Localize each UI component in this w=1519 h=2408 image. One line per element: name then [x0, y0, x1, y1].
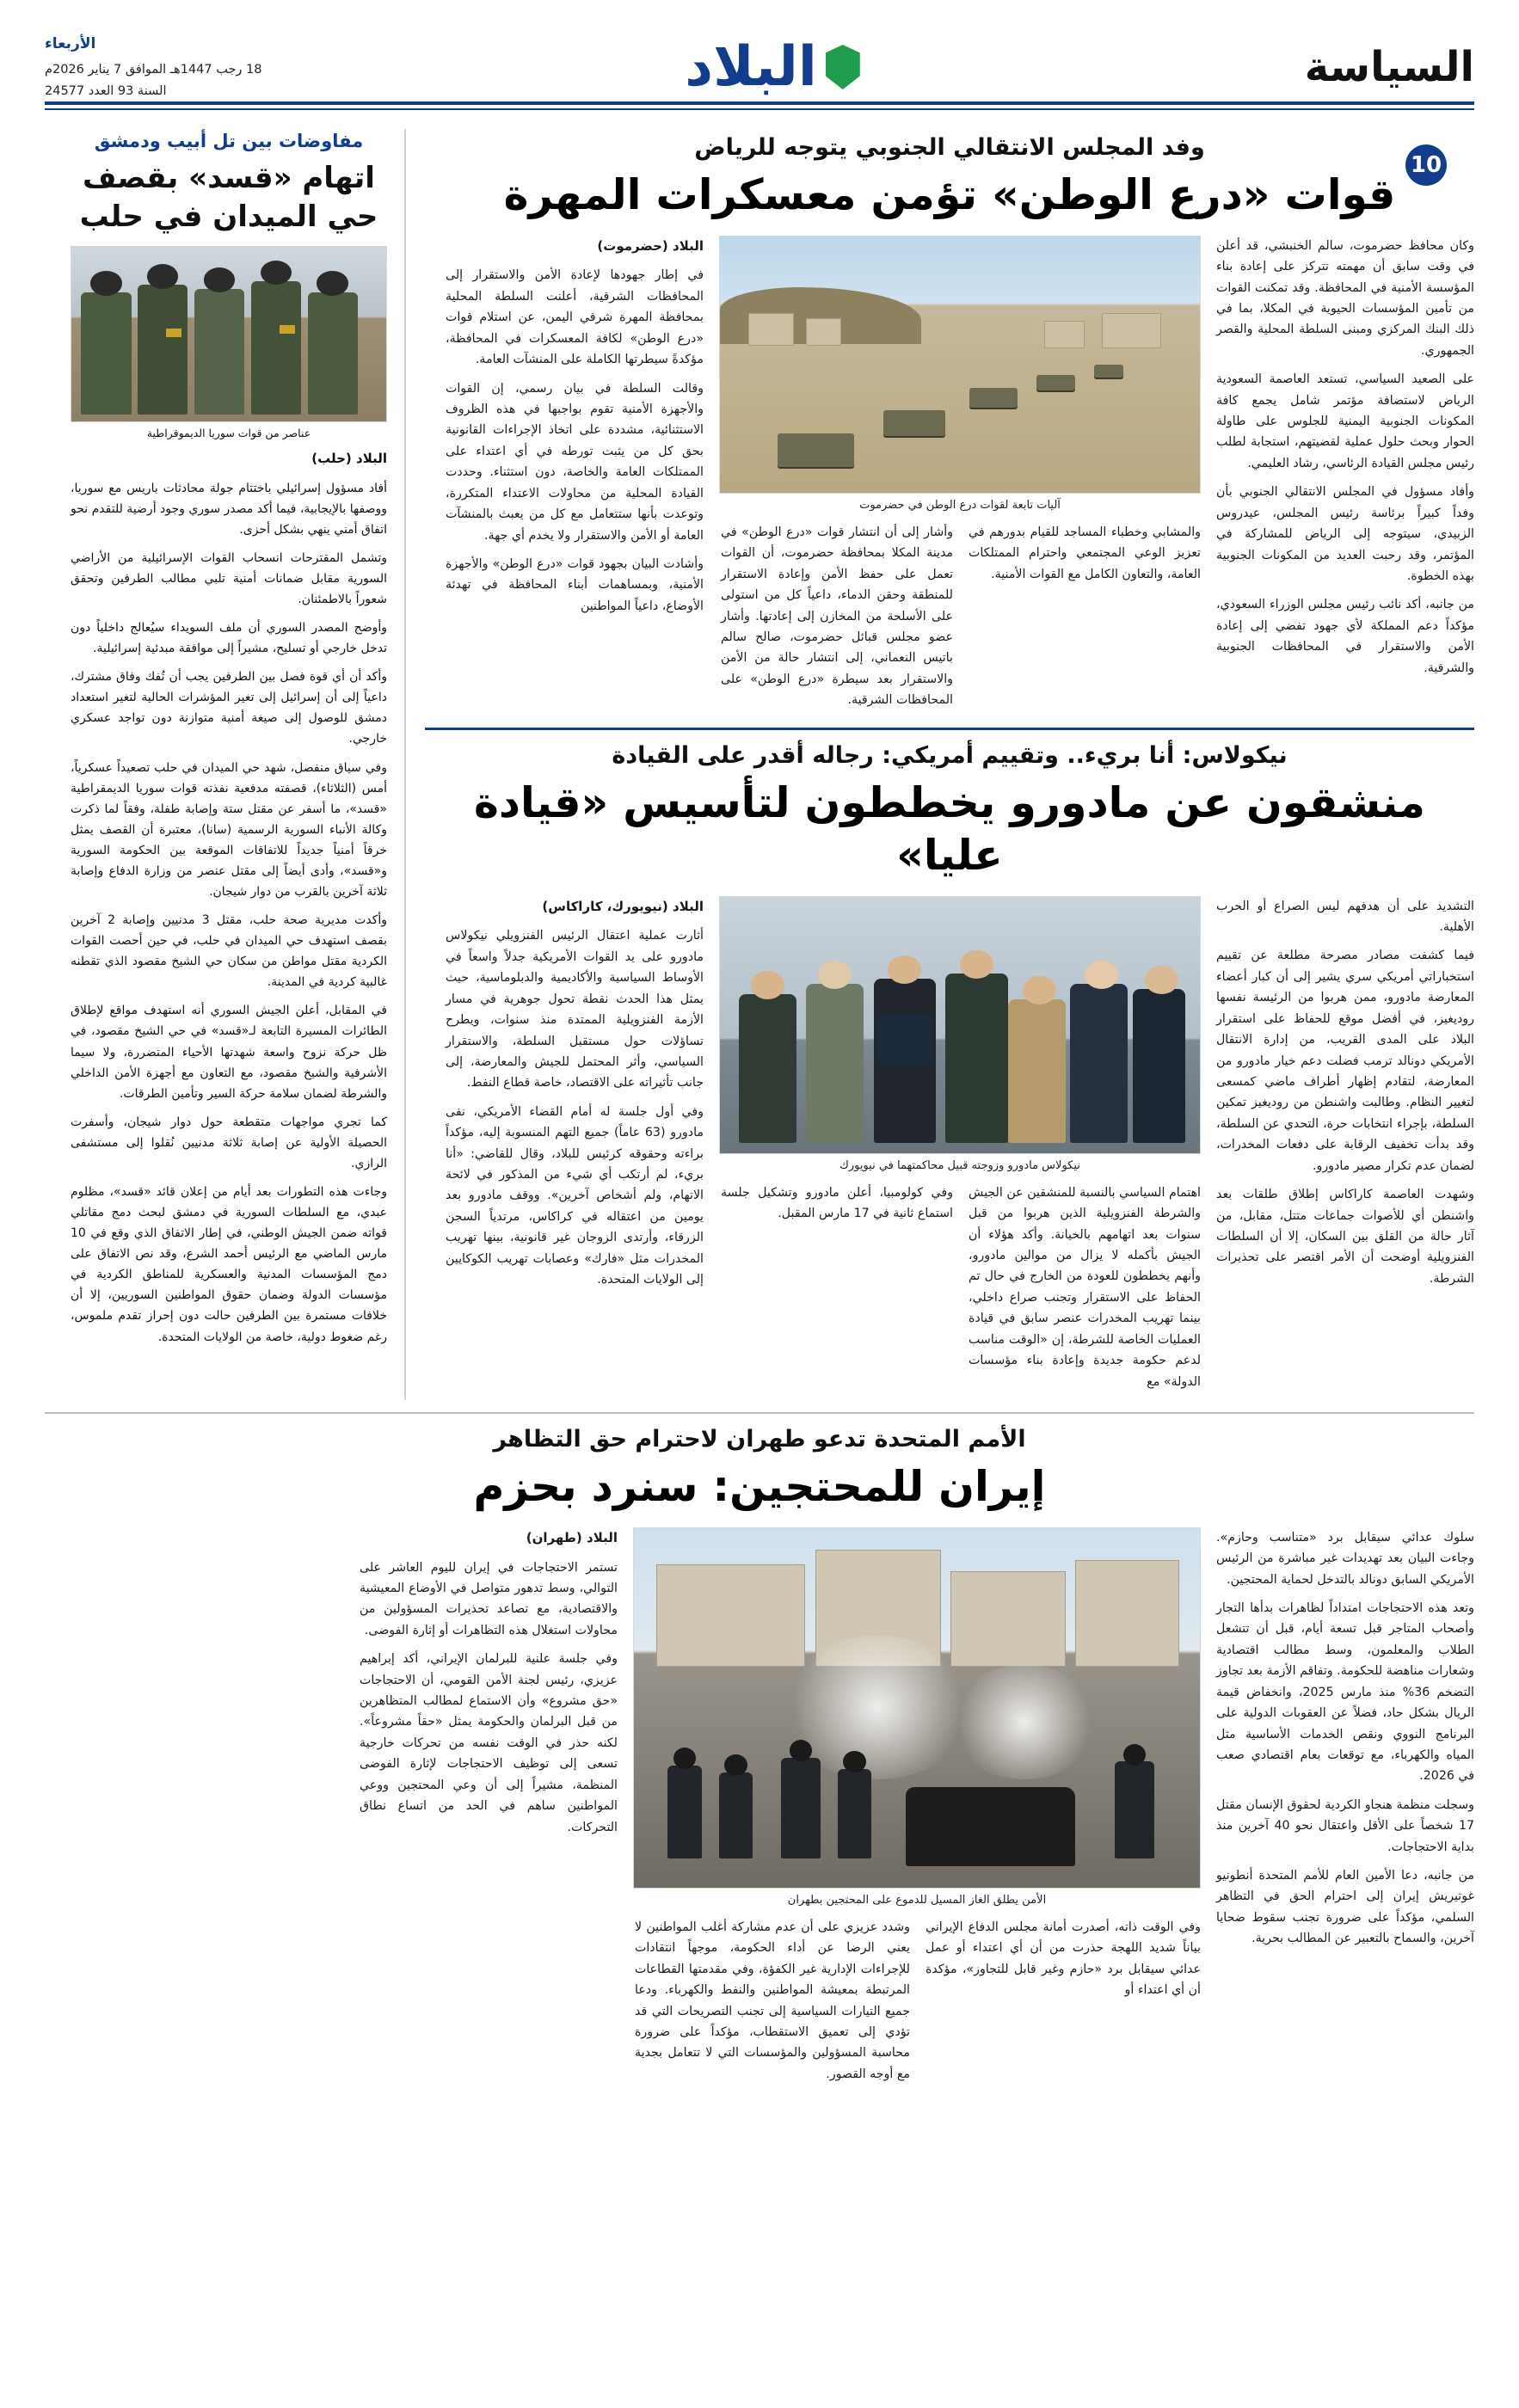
- article2-col-right: [1216, 896, 1474, 1400]
- article3-col-left: [360, 1527, 618, 2093]
- side-photo: [71, 246, 387, 422]
- article1-kicker: وفد المجلس الانتقالي الجنوبي يتوجه للرياض: [694, 134, 1205, 161]
- article3-col-right: [1216, 1527, 1474, 2093]
- paragraph: وتعد هذه الاحتجاجات امتداداً لظاهرات بدأها التجار وأصحاب المتاجر قبل تسعة أيام، قبل أن تتشعل الطلاب والمعلمون، وسط مطالب اقتصادية وشعارات مناهضة للحكومة. وتفاقم الأزمة بعد تجاوز التضخم 36% منذ مارس 2025، وانخفاض قيمة الريال بشكل حاد، فضلاً عن العقوبات الدولية على البرنامج النووي ونقص الخدمات الأساسية مثل المياه والكهرباء، مع توقعات بعام اقتصادي صعب في 2026.: [1216, 1600, 1475, 1784]
- paragraph: تستمر الاحتجاجات في إيران لليوم العاشر على التوالي، وسط تدهور متواصل في الأوضاع المعيشية والاقتصادية، مع تصاعد تحذيرات المسؤولين من محاولات استغلال هذه التظاهرات أو إثارة الفوضى.: [360, 1560, 618, 1637]
- article3-photo: [633, 1527, 1201, 1889]
- paragraph: اهتمام السياسي بالنسبة للمنشقين عن الجيش والشرطة الفنزويلية الذين هربوا من قبل سنوات بعد اتهامهم بالخيانة. وأكد هؤلاء أن الجيش بأكمله لا يزال من موالين مادورو، وأنهم يخططون للعودة من الخارج في حال تم الحفاظ على الاستقرار وتجنب صراع داخلي، بينما تهريب المخدرات عنصر سابق في قيادة العمليات الخاصة للشرطة، إن «الوقت مناسب لدعم حكومة جديدة وإعادة بناء مؤسسات الدولة» مع: [969, 1185, 1201, 1389]
- paragraph: على الصعيد السياسي، تستعد العاصمة السعودية الرياض لاستضافة مؤتمر شامل يجمع كافة المكونات الجنوبية اليمنية للجلوس على طاولة الحوار وبحث حلول عملية لقضيتهم، استجابة لطلب رئيس مجلس القيادة الرئاسي، رشاد العليمي.: [1216, 372, 1474, 470]
- article1-col-mid-a: [969, 522, 1201, 719]
- article2-photo-caption: نيكولاس مادورو وزوجته قبيل محاكمتهما في نيويورك: [839, 1158, 1080, 1172]
- paragraph: من جانبه، دعا الأمين العام للأمم المتحدة أنطونيو غوتيريش إيران إلى احترام الحق في التظاهر السلمي، مؤكداً على ضرورة تجنب سقوط ضحايا آخرين، والسماح بالتعبير عن المطالب بحرية.: [1216, 1869, 1474, 1946]
- side-headline: اتهام «قسد» بقصف حي الميدان في حلب: [79, 161, 378, 234]
- newspaper-logo: [329, 35, 1216, 99]
- article3-kicker: الأمم المتحدة تدعو طهران لاحترام حق التظاهر: [493, 1426, 1026, 1453]
- side-kicker: مفاوضات بين تل أبيب ودمشق: [94, 131, 364, 151]
- article2-col-mid-a: [969, 1182, 1201, 1400]
- article1-col-mid-b: [721, 522, 953, 719]
- paragraph: في إطار جهودها لإعادة الأمن والاستقرار إلى المحافظات الشرقية، أعلنت السلطة المحلية بمحافظة المهرة شرقي اليمن، عن استلام قوات «درع الوطن» لكافة المعسكرات في المحافظة، مؤكدةً سيطرتها الكاملة على المنشآت العامة.: [446, 268, 704, 367]
- paragraph: وأفاد مسؤول في المجلس الانتقالي الجنوبي بأن وفداً كبيراً برئاسة رئيس المجلس، عيدروس الزبيدي، سيتوجه إلى الرياض للمشاركة في المؤتمر، وقد رحبت العديد من المكونات الجنوبية بهذه الخطوة.: [1216, 485, 1474, 584]
- paragraph: وفي سياق منفصل، شهد حي الميدان في حلب تصعيداً عسكرياً، أمس (الثلاثاء)، قصفته مدفعية نفذته قوات سوريا الديمقراطية «قسد»، ما أسفر عن مقتل ستة وإصابة طفلة، وفقاً لما ذكرت وكالة الأنباء السورية الرسمية (سانا)، معتبرة أن القصف يمثل خرقاً أمنياً جديداً للاتفاقات الموقعة بين الحكومة السورية و«قسد»، وأدى أيضاً إلى مقتل عنصر من وزارة الدفاع وإصابة ثلاثة آخرين بالقرب من دوار شيجان.: [71, 760, 387, 899]
- article1-dateline: البلاد (حضرموت): [597, 237, 704, 254]
- issue-line: السنة 93 العدد 24577: [45, 83, 167, 98]
- article1-headline: قوات «درع الوطن» تؤمن معسكرات المهرة: [503, 170, 1396, 220]
- article3-col-mid-a: [926, 1917, 1201, 2092]
- article3-photo-col: [633, 1527, 1201, 2093]
- paragraph: وكان محافظ حضرموت، سالم الخنبشي، قد أعلن في وقت سابق أن مهمته تتركز على إعادة بناء المؤسسة الأمنية في المحافظة. وقد تمكنت القوات من تأمين المؤسسات الحيوية في المكلا، بما في ذلك البنك المركزي ومبنى السلطة المحلية والقصر الجمهوري.: [1216, 238, 1474, 358]
- article3-col-mid-b: [635, 1917, 910, 2092]
- paragraph: سلوك عدائي سيقابل برد «متناسب وحازم». وجاءت البيان بعد تهديدات غير مباشرة من الرئيس الأمريكي السابق دونالد بالتدخل لحماية المحتجين.: [1216, 1530, 1474, 1587]
- paragraph: أفاد مسؤول إسرائيلي باختتام جولة محادثات باريس مع سوريا، ووصفها بالإيجابية، فيما أكد مصدر سوري وجود أرضية للتقدم نحو اتفاق أمني ينهي بشكل أحزى.: [71, 481, 387, 537]
- paragraph: التشديد على أن هدفهم ليس الصراع أو الحرب الأهلية.: [1216, 899, 1474, 935]
- article3-divider: [45, 1412, 1474, 1414]
- masthead: [45, 0, 1474, 99]
- masthead-rule-thin: [45, 108, 1474, 110]
- paragraph: وفي كولومبيا، أعلن مادورو وتشكيل جلسة استماع ثانية في 17 مارس المقبل.: [721, 1185, 953, 1221]
- article2-photo-col: [719, 896, 1201, 1400]
- paragraph: وقالت السلطة في بيان رسمي، إن القوات والأجهزة الأمنية تقوم بواجبها في هذه الظروف الاستثنائية، مشددة على اتخاذ الإجراءات القانونية بحق كل من يثبت تورطه في أي اعتداء على الممتلكات العامة والخاصة، دون استثناء. وحددت القيادة المحلية من محاولات الاعتداء المتكررة، وتوعدت بأنها ستتعامل مع كل من يعبث بالمنشآت العامة أو الأمن والاستقرار ولا يخدم أي جهة.: [446, 381, 704, 543]
- paragraph: وفي جلسة علنية للبرلمان الإيراني، أكد إبراهيم عزيزي، رئيس لجنة الأمن القومي، أن الاحتجاجات «حق مشروع» وأن الاستماع لمطالب المتظاهرين من قبل البرلمان والحكومة يمثل «حقاً مشروعاً». لكنه حذر في الوقت نفسه من تحركات خارجية تسعى إلى توظيف الاحتجاجات لإثارة الفوضى المنظمة، مشيراً إلى أن وعي المحتجين ووعي المواطنين ساهم في الحد من اتساع نطاق التحركات.: [360, 1652, 618, 1834]
- paragraph: وجاءت هذه التطورات بعد أيام من إعلان قائد «قسد»، مظلوم عبدي، مع السلطات السورية في دمشق لبحث دمج مقاتلي قواته ضمن الجيش الوطني، في إطار الاتفاق الذي وقع في 10 مارس الماضي مع الرئيس أحمد الشرع، وقد نص الاتفاق على دمج المؤسسات المدنية والعسكرية للمناطق الكردية في مؤسسات الدولة وضمان حقوق المواطنين السوريين، إلا أن خلافات مستمرة بين الطرفين حالت دون إحراز تقدم ملموس، رغم ضغوط دولية، خاصة من الولايات المتحدة.: [71, 1184, 387, 1344]
- main-column: [425, 129, 1474, 1400]
- article2-photo: [719, 896, 1201, 1154]
- date-line: 18 رجب 1447هـ الموافق 7 يناير 2026م: [45, 62, 262, 77]
- paragraph: وشدد عزيزي على أن عدم مشاركة أغلب المواطنين لا يعني الرضا عن أداء الحكومة، موجهاً انتقادات للإجراءات الإدارية غير الكفؤة، وفي مقدمتها القطاعات المرتبطة بمعيشة المواطنين والنفط والكهرباء. ودعا جميع التيارات السياسية إلى تجنب التصريحات التي قد تؤدي إلى تعميق الاستقطاب، مؤكداً على ضرورة محاسبة المسؤولين والمؤسسات التي لا تتعامل بجدية مع أوجه القصور.: [635, 1920, 910, 2081]
- paragraph: من جانبه، أكد نائب رئيس مجلس الوزراء السعودي، مؤكداً دعم المملكة لأي جهود تفضي إلى إعادة الأمن والاستقرار في المحافظات الجنوبية والشرقية.: [1216, 598, 1474, 675]
- paragraph: وفي أول جلسة له أمام القضاء الأمريكي، نفى مادورو (63 عاماً) جميع التهم المنسوبة إليه، مؤكداً براءته وحقوقه كرئيس للبلاد، وقال للقاضي: «أنا بريء، لم أرتكب أي شيء من المذكور في لائحة الاتهام، ولم أشخاص آخرين». ووقف مادورو بعد يومين من اعتقاله في كراكاس، مرتدياً السجن الزرقاء، وأرتدى الزوجان غير قانونية، بينها تهريب المخدرات مثل «فارك» وعصابات تهريب الكوكايين إلى الولايات المتحدة.: [446, 1104, 704, 1287]
- page-section-title: السياسة: [1304, 43, 1474, 91]
- article1-photo-caption: آليات تابعة لقوات درع الوطن في حضرموت: [859, 498, 1061, 512]
- article-maduro: [425, 740, 1474, 1400]
- paragraph: وأشار إلى أن انتشار قوات «درع الوطن» في مدينة المكلا بمحافظة حضرموت، أن القوات تعمل على حفظ الأمن وإعادة الاستقرار للمنطقة وحقن الدماء، داعياً كل من استولى على الأسلحة من المخازن إلى إعادتها. وأشار عضو مجلس قبائل حضرموت، صالح سالم باتيس النعماني، إلى انتشار حالة من الأمن والاستقرار بعد سيطرة «درع الوطن» على المحافظات الشرقية.: [721, 525, 953, 708]
- article2-headline: منشقون عن مادورو يخططون لتأسيس «قيادة عليا»: [473, 778, 1426, 881]
- paragraph: وسجلت منظمة هنجاو الكردية لحقوق الإنسان مقتل 17 شخصاً على الأقل واعتقال نحو 40 آخرين منذ بداية الاحتجاجات.: [1216, 1797, 1475, 1854]
- article2-kicker: نيكولاس: أنا بريء.. وتقييم أمريكي: رجاله أقدر على القيادة: [612, 741, 1288, 769]
- logo-text: البلاد: [685, 35, 817, 99]
- paragraph: وأكدت مديرية صحة حلب، مقتل 3 مدنيين وإصابة 2 آخرين بقصف استهدف حي الميدان في حلب، في حين أحصت القوات الكردية مقتل مواطن من سكان حي الشيخ مقصود الذي تقطنه غالبية كردية في المدينة.: [71, 913, 387, 990]
- paragraph: وأوضح المصدر السوري أن ملف السويداء سيُعالج داخلياً دون تدخل خارجي أو تسليح، مشيراً إلى موافقة مبدئية إسرائيلية.: [71, 621, 387, 656]
- article1-photo-col: [719, 236, 1201, 719]
- paragraph: فيما كشفت مصادر مصرحة مطلعة عن تقييم استخباراتي أمريكي سري يشير إلى أن كبار أعضاء المعارضة مادورو، ممن هربوا من الرئيسة نفسها روديغيز، في أفضل موقع للحفاظ على استقرار البلاد على المدى القريب، من إدارة الانتقال الأمريكي دونالد ترمب فضلت دعم خيار مادورو من المعارضة، لتقادم إظهار أطراف ماضي كمسعى لتغيير النظام. وطالبت واشنطن من روديغيز تمكين السلطة، بإجراء انتخابات حرة، التحدي عن السلطة، وقد بدأت تخفيف الرقابة على دفعات المخدرات، لضمان عدم تكرار مصير مادورو.: [1216, 949, 1474, 1173]
- article-iran: [45, 1424, 1474, 2092]
- article1-col-right: [1216, 236, 1474, 719]
- article1-divider: [425, 728, 1474, 730]
- article1-photo: [719, 236, 1201, 494]
- masthead-section: [1216, 43, 1474, 91]
- masthead-date: [45, 32, 329, 103]
- paragraph: كما تجري مواجهات متقطعة حول دوار شيجان، وأسفرت الحصيلة الأولية عن إصابة ثلاثة مدنيين نُقلوا إلى مستشفى الرازي.: [71, 1115, 387, 1170]
- article3-headline: إيران للمحتجين: سنرد بحزم: [473, 1462, 1046, 1512]
- article3-photo-caption: الأمن يطلق الغاز المسيل للدموع على المحتجين بطهران: [787, 1893, 1047, 1907]
- side-body: [71, 448, 387, 1348]
- paragraph: وأشادت البيان بجهود قوات «درع الوطن» والأجهزة الأمنية، وبمساهمات أبناء المحافظة في تهدئة الأوضاع، داعياً المواطنين: [446, 556, 704, 613]
- side-photo-caption: عناصر من قوات سوريا الديموقراطية: [146, 426, 311, 439]
- paragraph: وشهدت العاصمة كاراكاس إطلاق طلقات بعد واشنطن أي للأصوات جماعات متتل، مقابل، من آثار حالة من القلق بين السكان، إلا أن السلطات الفنزويلية أوضحت أن الأمر اقتصر على تحذيرات الشرطة.: [1216, 1188, 1474, 1286]
- article1-col-left: [446, 236, 704, 719]
- side-column: [71, 129, 406, 1400]
- side-dateline: البلاد (حلب): [311, 450, 387, 466]
- article2-col-mid-b: [721, 1182, 953, 1400]
- article2-col-left: [446, 896, 704, 1400]
- article-hadramout: [425, 132, 1474, 719]
- weekday-label: الأربعاء: [45, 34, 96, 52]
- paragraph: وأكد أن أي قوة فصل بين الطرفين يجب أن تُفك وفاق مشترك، داعياً إلى أن إسرائيل إلى تغير المؤشرات الحالية لتغير استعداد دمشق للوصول إلى صيغة أمنية متوازنة دون تواجد عسكري خارجي.: [71, 670, 387, 746]
- paragraph: في المقابل، أعلن الجيش السوري أنه استهدف مواقع لإطلاق الطائرات المسيرة التابعة لـ«قسد» في حي الشيخ مقصود، في ظل حركة نزوح واسعة شهدتها الأحياء المتضررة، ولا سيما الأشرفية والشيخ مقصود، مع التعاون مع أجهزة الأمن الداخلي والشرطة لضمان سلامة حركة السير وتأمين الطرقات.: [71, 1004, 387, 1101]
- page-number-badge: 10: [1405, 144, 1447, 186]
- article3-dateline: البلاد (طهران): [526, 1529, 618, 1545]
- paragraph: وتشمل المقترحات انسحاب القوات الإسرائيلية من الأراضي السورية مقابل ضمانات أمنية تلبي مطالب الطرفين وتحقق شعوراً بالاطمئنان.: [71, 550, 387, 606]
- paragraph: والمشابي وخطباء المساجد للقيام بدورهم في تعزيز الوعي المجتمعي واحترام الممتلكات العامة، والتعاون الكامل مع القوات الأمنية.: [969, 525, 1201, 581]
- paragraph: أثارت عملية اعتقال الرئيس الفنزويلي نيكولاس مادورو على يد القوات الأمريكية جدلاً واسعاً في الأوساط السياسية والأكاديمية والدبلوماسية، حيث يمثل هذا الحدث نقطة تحول جوهرية في مسار الأزمة الفنزويلية الممتدة منذ سنوات، ويطرح تساؤلات حول مستقبل السلطة، والاستقرار السياسي، وأثر المحتمل للجيش والمعارضة، إلى جانب تأثيراته على الاقتصاد، خاصة قطاع النفط.: [446, 929, 704, 1090]
- page-content: [45, 129, 1474, 1400]
- flag-icon: [826, 45, 860, 89]
- paragraph: وفي الوقت ذاته، أصدرت أمانة مجلس الدفاع الإيراني بياناً شديد اللهجة حذرت من أن أي اعتداء أو عمل عدائي سيقابل برد «حازم وغير قابل للتجاوز»، مؤكدة أن أي اعتداء أو: [926, 1920, 1201, 1998]
- article2-dateline: البلاد (نيويورك، كاراكاس): [542, 898, 704, 914]
